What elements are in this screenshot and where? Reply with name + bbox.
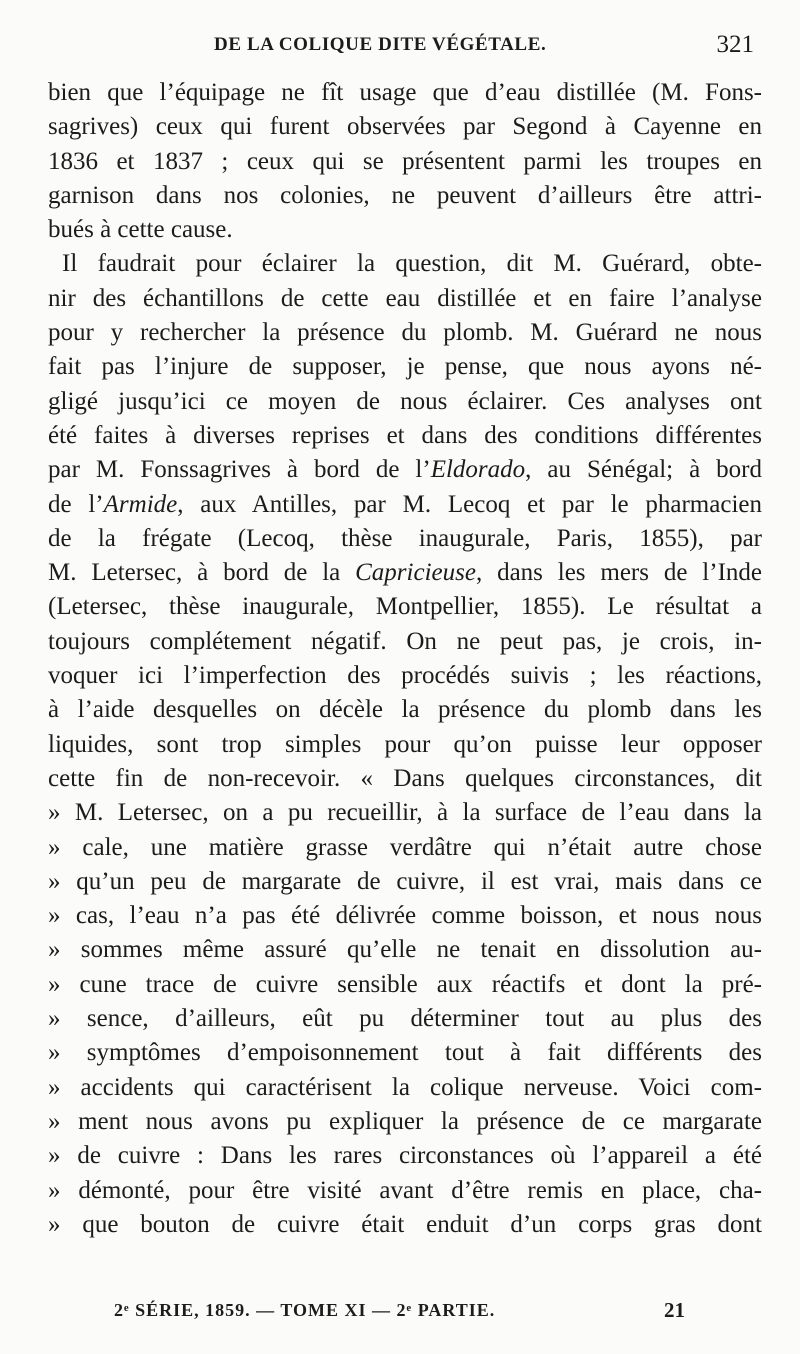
- text-run: , au Sénégal; à bord: [525, 456, 762, 484]
- text-run: nir des échantillons de cette eau distillée et en faire l’analyse: [48, 284, 762, 312]
- text-line: [48, 385, 762, 419]
- text-run: M. Letersec, à bord de la: [48, 559, 356, 587]
- text-line: [48, 110, 762, 144]
- text-line: [48, 659, 762, 693]
- text-run: fait pas l’injure de supposer, je pense, que nous ayons né-: [48, 353, 762, 381]
- text-run: cette fin de non-recevoir. « Dans quelques circonstances, dit: [48, 764, 762, 792]
- text-line: [48, 1208, 762, 1242]
- running-title: DE LA COLIQUE DITE VÉGÉTALE.: [214, 34, 547, 55]
- text-line: [48, 316, 762, 350]
- text-line: [48, 556, 762, 590]
- text-line: [48, 145, 762, 179]
- body-text: [48, 76, 762, 1242]
- text-line: [48, 693, 762, 727]
- text-line: [48, 282, 762, 316]
- text-run: (Letersec, thèse inaugurale, Montpellier, 1855). Le résultat a: [48, 593, 762, 621]
- text-run: sagrives) ceux qui furent observées par Segond à Cayenne en: [48, 113, 762, 141]
- text-line: [48, 728, 762, 762]
- text-line: [48, 590, 762, 624]
- text-line: [48, 1139, 762, 1173]
- text-line: [48, 1071, 762, 1105]
- text-run: » sommes même assuré qu’elle ne tenait en dissolution au-: [48, 936, 762, 964]
- text-line: [48, 1105, 762, 1139]
- text-line: [48, 865, 762, 899]
- text-line: [48, 1002, 762, 1036]
- italic-title: Eldorado: [430, 456, 526, 484]
- text-run: pour y rechercher la présence du plomb. M. Guérard ne nous: [48, 319, 762, 347]
- text-line: [48, 247, 762, 281]
- text-line: [48, 968, 762, 1002]
- text-run: » accidents qui caractérisent la colique nerveuse. Voici com-: [48, 1073, 762, 1101]
- text-line: [48, 762, 762, 796]
- text-line: [48, 933, 762, 967]
- text-line: [48, 76, 762, 110]
- text-run: bien que l’équipage ne fît usage que d’eau distillée (M. Fons-: [48, 79, 762, 106]
- text-line: [48, 522, 762, 556]
- text-run: » qu’un peu de margarate de cuivre, il est vrai, mais dans ce: [48, 867, 762, 895]
- footer-series-line: 2ᵉ SÉRIE, 1859. — TOME XI — 2ᵉ PARTIE.: [114, 1300, 496, 1320]
- text-run: garnison dans nos colonies, ne peuvent d’ailleurs être attri-: [48, 181, 762, 209]
- text-line: [48, 350, 762, 384]
- text-run: gligé jusqu’ici ce moyen de nous éclairer. Ces analyses ont: [48, 387, 762, 415]
- text-line: [48, 831, 762, 865]
- running-head: [0, 31, 800, 64]
- text-line: [48, 625, 762, 659]
- text-line: [48, 1174, 762, 1208]
- text-run: liquides, sont trop simples pour qu’on puisse leur opposer: [48, 730, 762, 758]
- text-run: à l’aide desquelles on décèle la présence du plomb dans les: [48, 696, 762, 724]
- text-line: [48, 179, 762, 213]
- text-run: » de cuivre : Dans les rares circonstances où l’appareil a été: [48, 1142, 762, 1170]
- text-line: [48, 488, 762, 522]
- italic-title: Capricieuse: [355, 559, 476, 587]
- signature-mark: 21: [664, 1298, 685, 1322]
- text-run: » cune trace de cuivre sensible aux réactifs et dont la pré-: [48, 970, 762, 998]
- text-run: voquer ici l’imperfection des procédés suivis ; les réactions,: [48, 662, 762, 690]
- text-line: [48, 899, 762, 933]
- text-run: , dans les mers de l’Inde: [475, 559, 762, 587]
- text-run: été faites à diverses reprises et dans des conditions différentes: [48, 421, 762, 449]
- text-run: , aux Antilles, par M. Lecoq et par le pharmacien: [177, 490, 762, 518]
- text-line: [48, 1036, 762, 1070]
- text-run: » M. Letersec, on a pu recueillir, à la surface de l’eau dans la: [48, 799, 762, 827]
- page-number: 321: [716, 31, 754, 58]
- text-line: [48, 213, 762, 247]
- text-run: par M. Fonssagrives à bord de l’: [48, 456, 431, 484]
- text-run: » symptômes d’empoisonnement tout à fait différents des: [48, 1039, 762, 1067]
- text-line: [48, 453, 762, 487]
- text-run: » cas, l’eau n’a pas été délivrée comme boisson, et nous nous: [48, 902, 762, 930]
- text-run: » ment nous avons pu expliquer la présence de ce margarate: [48, 1107, 762, 1135]
- text-run: » que bouton de cuivre était enduit d’un corps gras dont: [48, 1210, 762, 1238]
- text-run: 1836 et 1837 ; ceux qui se présentent parmi les troupes en: [48, 147, 762, 175]
- text-run: de l’: [48, 490, 104, 518]
- text-run: » démonté, pour être visité avant d’être remis en place, cha-: [48, 1176, 762, 1204]
- page-footer: [0, 1300, 800, 1330]
- text-line: [48, 796, 762, 830]
- text-line: [48, 419, 762, 453]
- text-run: bués à cette cause.: [48, 216, 233, 244]
- text-run: toujours complétement négatif. On ne peut pas, je crois, in-: [48, 627, 762, 655]
- italic-title: Armide: [103, 490, 178, 518]
- text-run: de la frégate (Lecoq, thèse inaugurale, Paris, 1855), par: [48, 524, 762, 552]
- text-run: » cale, une matière grasse verdâtre qui n’était autre chose: [48, 833, 762, 861]
- text-run: Il faudrait pour éclairer la question, dit M. Guérard, obte-: [62, 250, 762, 278]
- text-run: » sence, d’ailleurs, eût pu déterminer tout au plus des: [48, 1005, 762, 1033]
